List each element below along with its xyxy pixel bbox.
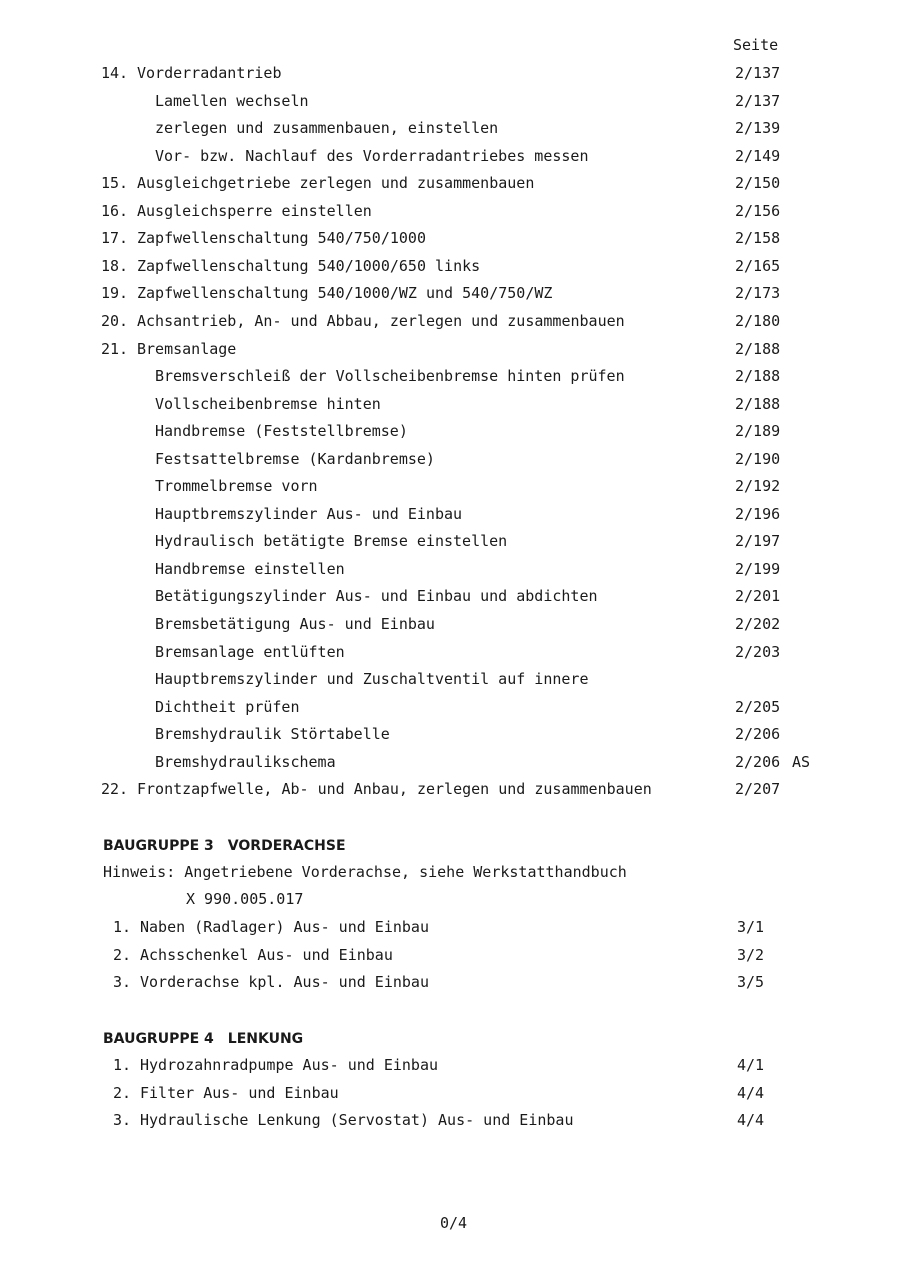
toc-item-page: 2/202 (735, 615, 781, 633)
toc-item-page: 2/149 (735, 146, 781, 165)
toc-item-title: Vorderradantrieb (137, 64, 282, 82)
toc-item-page: 2/206 (735, 725, 781, 744)
toc-row (0, 336, 907, 363)
toc-item-number: 15. (101, 174, 129, 193)
baugruppe3-note-row (0, 859, 907, 886)
toc-item-title: Achsantrieb, An- und Abbau, zerlegen und zusammenbauen (137, 311, 625, 330)
toc-row (0, 556, 907, 583)
toc-row (0, 225, 907, 252)
column-header-row (0, 32, 907, 59)
toc-row (0, 143, 907, 170)
toc-item-page: 2/137 (735, 64, 781, 82)
toc-row (0, 942, 907, 969)
toc-item-title: Achsschenkel Aus- und Einbau (140, 945, 393, 964)
toc-item-page: 2/207 (735, 780, 781, 799)
toc-item-title: Hydraulische Lenkung (Servostat) Aus- und Einbau (140, 1111, 574, 1129)
toc-row (0, 253, 907, 280)
baugruppe3-heading-label: BAUGRUPPE 3 (103, 838, 214, 854)
toc-item-title: Bremshydraulik Störtabelle (155, 725, 390, 744)
toc-item-title: Bremsanlage entlüften (155, 642, 345, 661)
toc-item-page: 3/5 (737, 973, 765, 991)
toc-item-page: 2/165 (735, 256, 781, 275)
toc-item-page: 2/196 (735, 504, 781, 523)
toc-row (0, 473, 907, 500)
baugruppe4-heading-label: BAUGRUPPE 4 (103, 1031, 214, 1047)
toc-row (0, 666, 907, 693)
toc-item-title: Zapfwellenschaltung 540/1000/WZ und 540/750/WZ (137, 284, 553, 303)
toc-row (0, 776, 907, 803)
toc-item-title: Betätigungszylinder Aus- und Einbau und abdichten (155, 587, 598, 606)
toc-row (0, 749, 907, 776)
toc-row (0, 88, 907, 115)
toc-item-title: Vor- bzw. Nachlauf des Vorderradantriebes messen (155, 146, 589, 165)
toc-row (0, 914, 907, 941)
toc-row (0, 694, 907, 721)
toc-item-title: Bremsbetätigung Aus- und Einbau (155, 615, 435, 633)
toc-row (0, 418, 907, 445)
toc-item-title: Handbremse (Feststellbremse) (155, 422, 408, 441)
toc-item-title: Festsattelbremse (Kardanbremse) (155, 449, 435, 468)
toc-item-number: 22. (101, 780, 129, 799)
toc-item-page: 2/173 (735, 284, 781, 303)
toc-item-suffix: AS (792, 752, 811, 771)
toc-item-page: 3/1 (737, 918, 765, 936)
baugruppe4-heading (103, 1027, 303, 1051)
toc-row (0, 528, 907, 555)
toc-item-page: 2/156 (735, 201, 781, 220)
toc-item-page: 2/158 (735, 229, 781, 248)
toc-item-title: Hydrozahnradpumpe Aus- und Einbau (140, 1056, 439, 1074)
toc-row (0, 363, 907, 390)
toc-item-page: 2/137 (735, 91, 781, 110)
toc-item-title: Lamellen wechseln (155, 91, 309, 110)
toc-row (0, 611, 907, 638)
toc-item-number: 21. (101, 339, 129, 358)
baugruppe3-note-line1: Hinweis: Angetriebene Vorderachse, siehe Werkstatthandbuch (103, 863, 627, 881)
toc-item-title: Vorderachse kpl. Aus- und Einbau (140, 973, 429, 991)
toc-item-title: zerlegen und zusammenbauen, einstellen (155, 119, 499, 138)
toc-item-title: Dichtheit prüfen (155, 697, 300, 716)
toc-item-page: 2/206 (735, 752, 781, 771)
toc-row (0, 1107, 907, 1134)
toc-item-page: 3/2 (737, 945, 765, 964)
toc-item-number: 18. (101, 256, 129, 275)
toc-item-title: Ausgleichgetriebe zerlegen und zusammenbauen (137, 174, 535, 193)
baugruppe4-heading-title: LENKUNG (227, 1031, 304, 1047)
toc-item-number: 16. (101, 201, 129, 220)
toc-item-page: 2/150 (735, 174, 781, 193)
toc-item-page: 2/205 (735, 697, 781, 716)
toc-item-page: 2/201 (735, 587, 781, 606)
toc-item-title: Bremshydraulikschema (155, 752, 336, 771)
baugruppe3-heading (103, 834, 346, 858)
toc-item-title: Hauptbremszylinder und Zuschaltventil auf innere (155, 670, 589, 689)
toc-item-title: Zapfwellenschaltung 540/750/1000 (137, 229, 426, 248)
baugruppe3-note-line2: X 990.005.017 (186, 890, 304, 908)
baugruppe3-heading-title: VORDERACHSE (227, 838, 346, 854)
toc-item-title: Handbremse einstellen (155, 559, 345, 578)
toc-item-page: 2/180 (735, 311, 781, 330)
toc-row (0, 969, 907, 996)
toc-item-number: 3. (113, 973, 132, 991)
toc-item-number: 17. (101, 229, 129, 248)
toc-row (0, 583, 907, 610)
toc-item-title: Hydraulisch betätigte Bremse einstellen (155, 532, 508, 551)
toc-item-title: Filter Aus- und Einbau (140, 1083, 339, 1102)
toc-row (0, 60, 907, 87)
toc-item-page: 2/199 (735, 559, 781, 578)
toc-item-number: 1. (113, 1056, 132, 1074)
toc-item-page: 4/4 (737, 1111, 765, 1129)
toc-item-title: Naben (Radlager) Aus- und Einbau (140, 918, 429, 936)
toc-item-page: 4/1 (737, 1056, 765, 1074)
toc-item-number: 14. (101, 64, 129, 82)
toc-item-title: Zapfwellenschaltung 540/1000/650 links (137, 256, 481, 275)
toc-item-page: 2/197 (735, 532, 781, 551)
toc-item-title: Bremsverschleiß der Vollscheibenbremse hinten prüfen (155, 367, 625, 386)
column-header-seite: Seite (733, 36, 779, 54)
toc-row (0, 170, 907, 197)
toc-item-page: 2/139 (735, 119, 781, 138)
toc-item-page: 2/188 (735, 339, 781, 358)
toc-item-page: 2/188 (735, 367, 781, 386)
toc-row (0, 308, 907, 335)
toc-item-number: 20. (101, 311, 129, 330)
toc-item-title: Trommelbremse vorn (155, 477, 318, 496)
toc-item-title: Hauptbremszylinder Aus- und Einbau (155, 504, 463, 523)
toc-item-page: 2/190 (735, 449, 781, 468)
toc-row (0, 198, 907, 225)
toc-item-title: Bremsanlage (137, 339, 237, 358)
toc-row (0, 446, 907, 473)
toc-item-title: Frontzapfwelle, Ab- und Anbau, zerlegen und zusammenbauen (137, 780, 652, 799)
toc-item-page: 2/192 (735, 477, 781, 496)
baugruppe3-note-row-2 (0, 886, 907, 913)
toc-item-number: 3. (113, 1111, 132, 1129)
toc-item-number: 2. (113, 1083, 132, 1102)
toc-row (0, 501, 907, 528)
toc-item-number: 19. (101, 284, 129, 303)
toc-item-number: 2. (113, 945, 132, 964)
toc-row (0, 115, 907, 142)
toc-item-page: 2/189 (735, 422, 781, 441)
toc-item-title: Vollscheibenbremse hinten (155, 394, 381, 413)
toc-row (0, 1080, 907, 1107)
toc-row (0, 280, 907, 307)
toc-item-title: Ausgleichsperre einstellen (137, 201, 372, 220)
footer-page-number: 0/4 (439, 1214, 468, 1232)
toc-item-page: 4/4 (737, 1083, 765, 1102)
toc-item-page: 2/188 (735, 394, 781, 413)
toc-row (0, 1052, 907, 1079)
toc-row (0, 721, 907, 748)
toc-item-number: 1. (113, 918, 132, 936)
toc-row (0, 391, 907, 418)
toc-row (0, 639, 907, 666)
toc-item-page: 2/203 (735, 642, 781, 661)
